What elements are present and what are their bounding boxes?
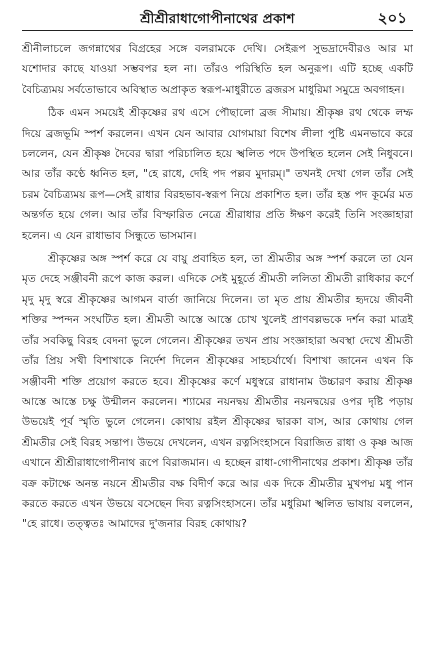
- page-number: ২০১: [377, 9, 407, 27]
- paragraph-2: ঠিক এমন সময়েই শ্রীকৃষ্ণের রথ এসে পৌছালো ব্রজ সীমায়। শ্রীকৃষ্ণ রথ থেকে লম্ফ দিয়ে ব্রজভূমি স্পর্শ করলেন। এখন যেন আবার যোগমায়া বিশেষ লীলা পুষ্টি এমনভাবে করে চললেন, যেন শ্রীকৃষ্ণ দৈবের দ্বারা পরিচালিত হয়ে স্খলিত পদে উপস্থিত হলেন সেই নিধুবনে। আর তাঁর কণ্ঠে ধ্বনিত হল, "হে রাধে, দেহি পদ পল্লব মুদারম্।" তখনই দেখা গেল তাঁর সেই চরম বৈচিত্র্যময় রূপ—সেই রাধার বিরহভাব-স্বরূপ নিয়ে প্রকাশিত হল। তাঁর হস্ত পদ কূর্মের মত অন্তর্গত হয়ে গেল। আর তাঁর বিস্ফারিত নেত্রে শ্রীরাধার প্রতি ঈক্ষণ করেই তিনি সংজ্ঞাহারা হলেন। এ যেন রাধাভাব সিন্ধুতে ভাসমান।: [22, 107, 413, 242]
- running-title: শ্রীশ্রীরাধাগোপীনাথের প্রকাশ: [140, 11, 295, 27]
- paragraph-3: শ্রীকৃষ্ণের অঙ্গ স্পর্শ করে যে বায়ু প্রবাহিত হল, তা শ্রীমতীর অঙ্গ স্পর্শ করলে তা যেন মৃত দেহে সঞ্জীবনী রূপে কাজ করল। এদিকে সেই মুহূর্তে শ্রীমতী ললিতা শ্রীমতী রাধিকার কর্ণে মৃদু মৃদু স্বরে শ্রীকৃষ্ণের আগমন বার্তা জানিয়ে দিলেন। তা মৃত প্রায় শ্রীমতীর হৃদয়ে জীবনী শক্তির স্পন্দন সংঘটিত হল। শ্রীমতী আস্তে আস্তে চোখ খুলেই প্রাণবল্লভকে দর্শন করা মাত্রই তাঁর সবকিছু বিরহ বেদনা ভুলে গেলেন। শ্রীকৃষ্ণের তখন প্রায় সংজ্ঞাহারা অবস্থা দেখে শ্রীমতী তাঁর প্রিয় সখী বিশাখাকে নির্দেশ দিলেন শ্রীকৃষ্ণের সাহচর্যার্থে। বিশাখা জানেন এখন কি সঞ্জীবনী শক্তি প্রয়োগ করতে হবে। শ্রীকৃষ্ণের কর্ণে মধুস্বরে রাধানাম উচ্চারণ করায় শ্রীকৃষ্ণ আস্তে আস্তে চক্ষু উন্মীলন করলেন। শ্যামের নয়নদ্বয় শ্রীমতীর নয়নদ্বয়ের ওপর দৃষ্টি পড়ায় উভয়েই পূর্ব স্মৃতি ভুলে গেলেন। কোথায় রইল শ্রীকৃষ্ণের দ্বারকা বাস, আর কোথায় গেল শ্রীমতীর সেই বিরহ সন্তাপ। উভয়ে দেখলেন, এখন রত্নসিংহাসনে বিরাজিত রাধা ও কৃষ্ণ আজ এখানে শ্রীশ্রীরাধাগোপীনাথ রূপে বিরাজমান। এ হচ্ছেন রাধা-গোপীনাথের প্রকাশ। শ্রীকৃষ্ণ তাঁর বক্র কটাক্ষে অনন্ত নয়নে শ্রীমতীর বক্ষ বিদীর্ণ করে আর এক দিকে শ্রীমতীর মুখপদ্ম মধু পান করতে করতে এখন উভয়ে বসেছেন দিব্য রত্নসিংহাসনে। তাঁর মধুরিমা স্খলিত ভাষায় বললেন, "হে রাধে। তত্ত্বতঃ আমাদের দু'জনার বিরহ কোথায়?: [22, 253, 413, 531]
- paragraph-1: শ্রীনীলাচলে জগন্নাথের বিগ্রহের সঙ্গে বলরামকে দেখি। সেইরূপ সুভদ্রাদেবীরও আর মা যশোদার কাছে যাওয়া সম্ভবপর হল না। তাঁরও পরিস্থিতি হল অনুরূপ। এটি হচ্ছে একটি বৈচিত্র্যময় সর্বতোভাবে অবিস্থাত অপ্রাকৃত স্বরূপ-মাধুরীতে ব্রজরস মাধুরিমা সমুদ্রে অবগাহন।: [22, 43, 413, 96]
- page-header: [22, 6, 413, 31]
